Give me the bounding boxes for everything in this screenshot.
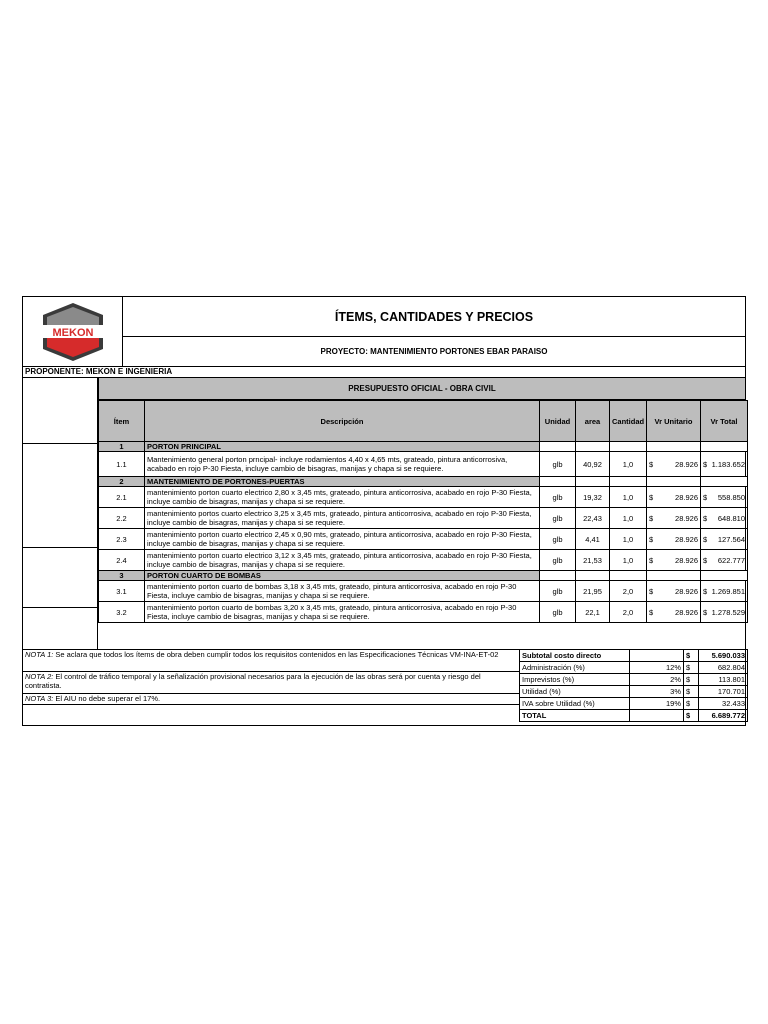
left-divider — [23, 443, 98, 444]
item-quantity: 2,0 — [610, 581, 647, 602]
item-quantity: 1,0 — [610, 529, 647, 550]
col-quantity: Cantidad — [610, 401, 647, 442]
summary-label: Administración (%) — [520, 662, 630, 674]
project-name: PROYECTO: MANTENIMIENTO PORTONES EBAR PARAISO — [123, 337, 745, 367]
col-description: Descripción — [145, 401, 540, 442]
item-area: 21,53 — [576, 550, 610, 571]
item-area: 40,92 — [576, 452, 610, 477]
summary-row — [520, 710, 748, 722]
items-table — [98, 400, 748, 623]
col-total: Vr Total — [701, 401, 748, 442]
proponent-label: PROPONENTE: MEKON E INGENIERIA — [23, 367, 745, 378]
table-row — [99, 508, 748, 529]
item-unit: glb — [540, 581, 576, 602]
summary-value: 682.804 — [699, 662, 748, 674]
summary-value: 5.690.033 — [699, 650, 748, 662]
item-area: 4,41 — [576, 529, 610, 550]
summary-pct: 2% — [630, 674, 684, 686]
item-area: 19,32 — [576, 487, 610, 508]
section-name: PORTON CUARTO DE BOMBAS — [145, 571, 540, 581]
item-area: 21,95 — [576, 581, 610, 602]
summary-value: 170.701 — [699, 686, 748, 698]
item-number: 3.2 — [99, 602, 145, 623]
item-unit: glb — [540, 529, 576, 550]
currency-symbol: $ — [703, 555, 708, 565]
item-number: 1.1 — [99, 452, 145, 477]
section-number: 3 — [99, 571, 145, 581]
col-item: Ítem — [99, 401, 145, 442]
item-description: Mantenimiento general porton prncipal- incluye rodamientos 4,40 x 4,65 mts, grateado, pintura anticorrosiva, acabado en rojo P-30 Fiesta, incluye cambio de bisagras, manijas y chapa si se requiere. — [145, 452, 540, 477]
item-quantity: 1,0 — [610, 487, 647, 508]
section-name: PORTON PRINCIPAL — [145, 442, 540, 452]
left-divider — [23, 607, 98, 608]
currency-symbol: $ — [703, 534, 708, 544]
logo-text: MEKON — [52, 327, 94, 339]
item-description: mantenimiento porton cuarto electrico 2,80 x 3,45 mts, grateado, pintura anticorrosiva, acabado en rojo P-30 Fiesta, incluye cambio de bisagras, manijas y chapa si se requiere. — [145, 487, 540, 508]
item-description: mantenimiento porton cuarto de bombas 3,18 x 3,45 mts, grateado, pintura anticorrosiva, acabado en rojo P-30 Fiesta, incluye cambio de bisagras, manijas y chapa si se requiere. — [145, 581, 540, 602]
summary-table — [519, 649, 748, 722]
summary-row — [520, 650, 748, 662]
note-label: NOTA 3: — [25, 694, 54, 703]
summary-pct: 3% — [630, 686, 684, 698]
item-total: 1.278.529 — [711, 607, 745, 617]
item-unit: glb — [540, 452, 576, 477]
item-total: 1.183.652 — [711, 459, 745, 469]
currency-symbol: $ — [703, 607, 708, 617]
item-unit-price: 28.926 — [675, 607, 698, 617]
col-unit-price: Vr Unitario — [647, 401, 701, 442]
item-total: 558.850 — [717, 492, 745, 502]
section-number: 1 — [99, 442, 145, 452]
table-row — [99, 581, 748, 602]
notes-block — [23, 649, 519, 715]
note-text: El control de tráfico temporal y la señalización provisional necesarios para la ejecución de las obras será por cuenta y riesgo del contratista. — [25, 672, 481, 690]
currency-symbol: $ — [684, 710, 699, 722]
item-total: 127.564 — [717, 534, 745, 544]
item-unit-price: 28.926 — [675, 513, 698, 523]
currency-symbol: $ — [649, 513, 654, 523]
item-total: 1.269.851 — [711, 586, 745, 596]
summary-label: Subtotal costo directo — [520, 650, 630, 662]
summary-pct — [630, 710, 684, 722]
summary-row — [520, 674, 748, 686]
summary-value: 113.801 — [699, 674, 748, 686]
item-quantity: 1,0 — [610, 550, 647, 571]
section-number: 2 — [99, 477, 145, 487]
currency-symbol: $ — [649, 534, 654, 544]
item-description: mantenimiento porton cuarto de bombas 3,20 x 3,45 mts, grateado, pintura anticorrosiva, acabado en rojo P-30 Fiesta, incluye cambio de bisagras, manijas y chapa si se requiere. — [145, 602, 540, 623]
note-2 — [23, 671, 519, 693]
item-number: 2.3 — [99, 529, 145, 550]
note-blank — [23, 704, 519, 715]
item-total: 648.810 — [717, 513, 745, 523]
item-unit-price: 28.926 — [675, 534, 698, 544]
currency-symbol: $ — [649, 459, 654, 469]
section-name: MANTENIMIENTO DE PORTONES-PUERTAS — [145, 477, 540, 487]
item-description: mantenimiento porton cuarto electrico 2,45 x 0,90 mts, grateado, pintura anticorrosiva, acabado en rojo P-30 Fiesta, incluye cambio de bisagras, manijas y chapa si se requiere. — [145, 529, 540, 550]
summary-label: Imprevistos (%) — [520, 674, 630, 686]
summary-pct: 12% — [630, 662, 684, 674]
note-3 — [23, 693, 519, 704]
mekon-logo-icon — [23, 297, 123, 367]
col-area: area — [576, 401, 610, 442]
item-description: mantenimiento portos cuarto electrico 3,25 x 3,45 mts, grateado, pintura anticorrosiva, acabado en rojo P-30 Fiesta, incluye cambio de bisagras, manijas y chapa si se requiere. — [145, 508, 540, 529]
item-area: 22,1 — [576, 602, 610, 623]
budget-header: PRESUPUESTO OFICIAL - OBRA CIVIL — [98, 378, 745, 400]
col-unit: Unidad — [540, 401, 576, 442]
note-text: El AIU no debe superar el 17%. — [53, 694, 161, 703]
page-title: ÍTEMS, CANTIDADES Y PRECIOS — [123, 297, 745, 337]
section-row — [99, 571, 748, 581]
summary-label: IVA sobre Utilidad (%) — [520, 698, 630, 710]
currency-symbol: $ — [703, 513, 708, 523]
item-area: 22,43 — [576, 508, 610, 529]
summary-value: 32.433 — [699, 698, 748, 710]
summary-pct: 19% — [630, 698, 684, 710]
currency-symbol: $ — [703, 492, 708, 502]
currency-symbol: $ — [703, 586, 708, 596]
currency-symbol: $ — [649, 492, 654, 502]
summary-row — [520, 686, 748, 698]
item-unit-price: 28.926 — [675, 555, 698, 565]
summary-pct — [630, 650, 684, 662]
summary-label: Utilidad (%) — [520, 686, 630, 698]
currency-symbol: $ — [684, 698, 699, 710]
currency-symbol: $ — [684, 686, 699, 698]
item-quantity: 1,0 — [610, 452, 647, 477]
note-label: NOTA 2: — [25, 672, 54, 681]
currency-symbol: $ — [649, 555, 654, 565]
budget-sheet — [22, 296, 746, 726]
item-number: 2.4 — [99, 550, 145, 571]
currency-symbol: $ — [649, 607, 654, 617]
section-row — [99, 477, 748, 487]
note-label: NOTA 1: — [25, 650, 54, 659]
company-logo — [23, 297, 123, 367]
item-unit: glb — [540, 602, 576, 623]
item-number: 2.1 — [99, 487, 145, 508]
item-unit: glb — [540, 487, 576, 508]
item-quantity: 2,0 — [610, 602, 647, 623]
table-header-row — [99, 401, 748, 442]
item-unit-price: 28.926 — [675, 492, 698, 502]
item-number: 3.1 — [99, 581, 145, 602]
summary-label: TOTAL — [520, 710, 630, 722]
item-unit-price: 28.926 — [675, 586, 698, 596]
summary-row — [520, 662, 748, 674]
table-row — [99, 602, 748, 623]
item-description: mantenimiento porton cuarto electrico 3,12 x 3,45 mts, grateado, pintura anticorrosiva, acabado en rojo P-30 Fiesta, incluye cambio de bisagras, manijas y chapa si se requiere. — [145, 550, 540, 571]
table-row — [99, 550, 748, 571]
item-unit: glb — [540, 508, 576, 529]
item-number: 2.2 — [99, 508, 145, 529]
note-text: Se aclara que todos los ítems de obra deben cumplir todos los requisitos contenidos en las Especificaciones Técnicas VM-INA-ET-02 — [53, 650, 499, 659]
note-1 — [23, 649, 519, 671]
item-quantity: 1,0 — [610, 508, 647, 529]
currency-symbol: $ — [684, 662, 699, 674]
table-row — [99, 452, 748, 477]
currency-symbol: $ — [684, 650, 699, 662]
summary-value: 6.689.772 — [699, 710, 748, 722]
item-unit: glb — [540, 550, 576, 571]
left-divider — [23, 547, 98, 548]
currency-symbol: $ — [684, 674, 699, 686]
table-row — [99, 487, 748, 508]
item-unit-price: 28.926 — [675, 459, 698, 469]
table-row — [99, 529, 748, 550]
summary-row — [520, 698, 748, 710]
item-total: 622.777 — [717, 555, 745, 565]
currency-symbol: $ — [649, 586, 654, 596]
section-row — [99, 442, 748, 452]
currency-symbol: $ — [703, 459, 708, 469]
